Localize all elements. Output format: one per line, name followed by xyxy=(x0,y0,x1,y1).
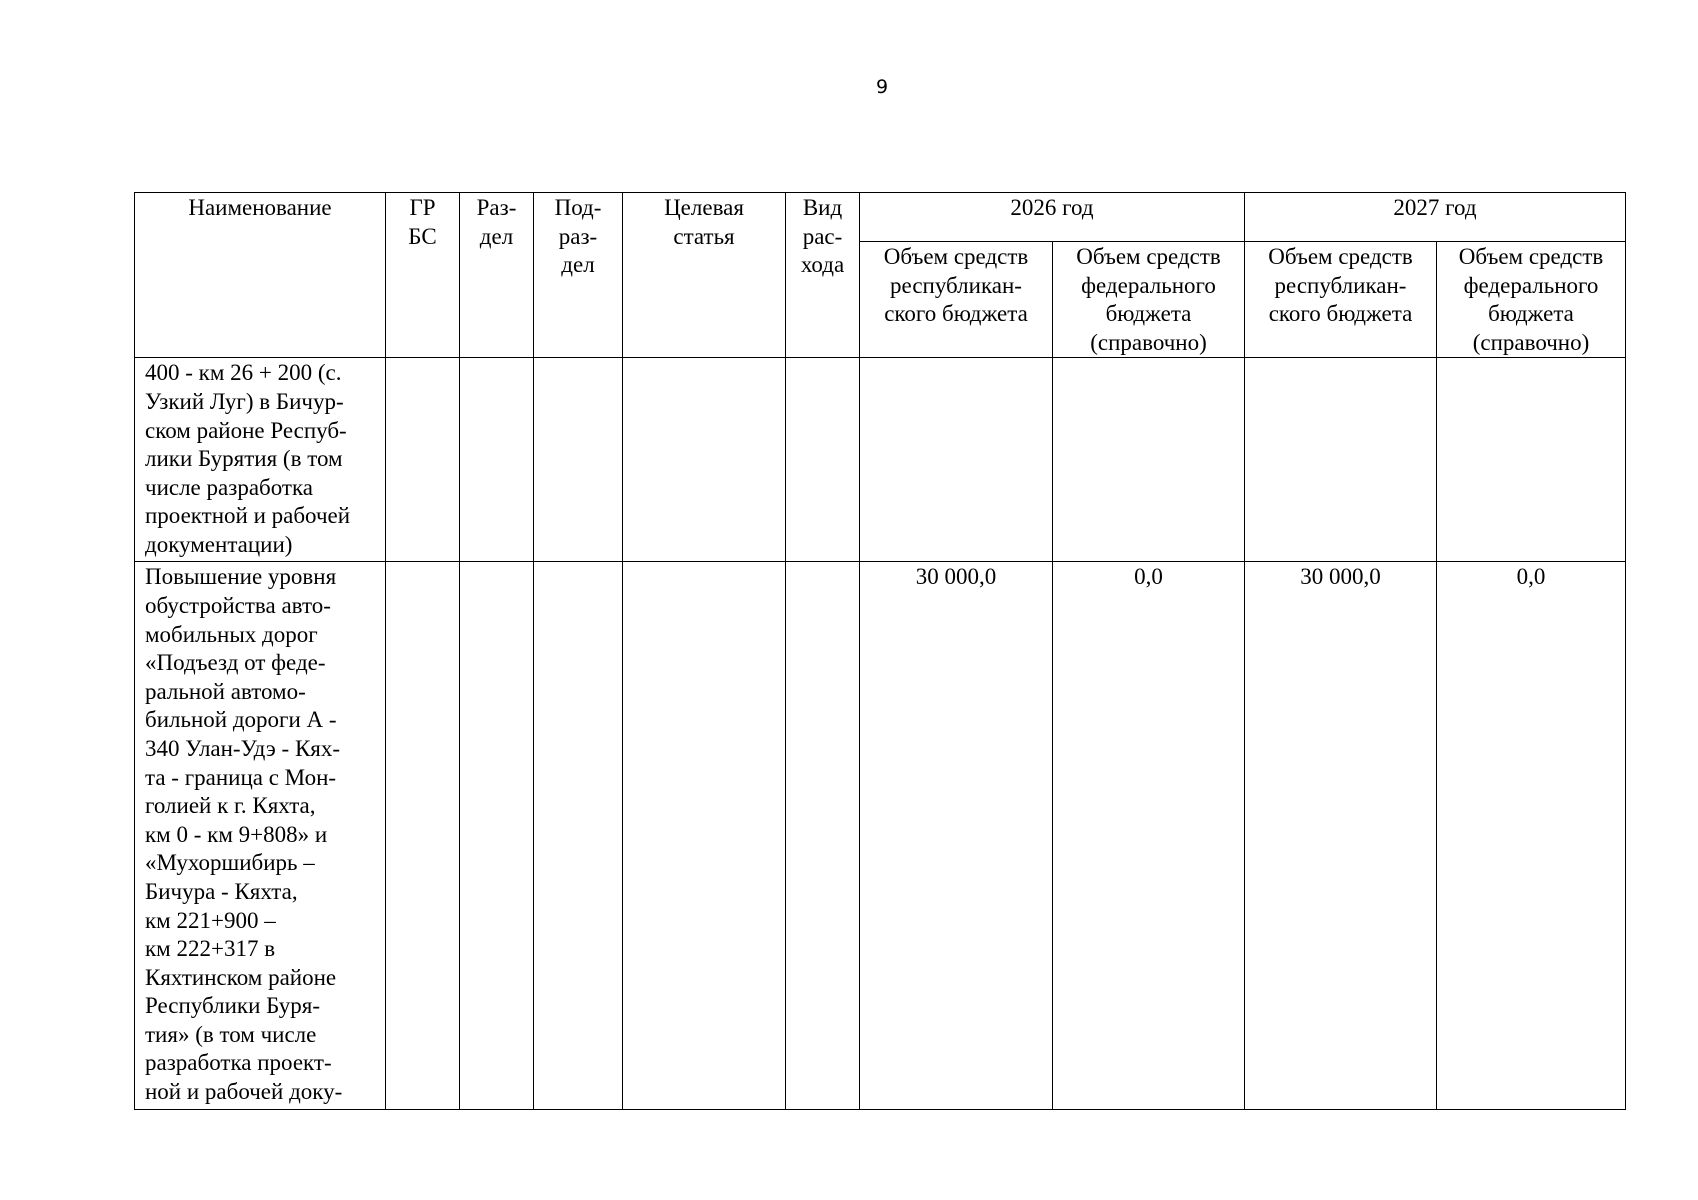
col-header-name: Наименование xyxy=(135,193,386,358)
col-header-razdel: Раз- дел xyxy=(460,193,534,358)
row-target xyxy=(623,358,786,562)
row-podrazdel xyxy=(534,562,623,1110)
col-header-grbs: ГР БС xyxy=(386,193,460,358)
page-number: 9 xyxy=(875,76,889,98)
row-name: 400 - км 26 + 200 (с. Узкий Луг) в Бичур- ском районе Респуб- лики Бурятия (в том числе разработка проектной и рабочей документации) xyxy=(135,358,386,562)
col-header-expense-type: Вид рас- хода xyxy=(786,193,860,358)
row-fed-2026 xyxy=(1053,358,1245,562)
header-row-1 xyxy=(135,193,1626,242)
row-name: Повышение уровня обустройства авто- мобильных дорог «Подъезд от феде- ральной автомо- бильной дороги А - 340 Улан-Удэ - Кях- та - граница с Мон- голией к г. Кяхта, км 0 - км 9+808» и «Мухоршибирь – Бичура - Кяхта, км 221+900 – км 222+317 в Кяхтинском районе Республики Буря- тия» (в том числе разработка проект- ной и рабочей доку- xyxy=(135,562,386,1110)
col-header-year-2026: 2026 год xyxy=(860,193,1245,242)
row-grbs xyxy=(386,358,460,562)
row-target xyxy=(623,562,786,1110)
row-grbs xyxy=(386,562,460,1110)
col-header-podrazdel: Под- раз- дел xyxy=(534,193,623,358)
col-header-rep-budget-2027: Объем средств республикан- ского бюджета xyxy=(1245,242,1437,358)
row-podrazdel xyxy=(534,358,623,562)
col-header-rep-budget-2026: Объем средств республикан- ского бюджета xyxy=(860,242,1053,358)
row-rep-2027: 30 000,0 xyxy=(1245,562,1437,1110)
row-razdel xyxy=(460,358,534,562)
budget-table xyxy=(134,192,1626,1110)
col-header-year-2027: 2027 год xyxy=(1245,193,1626,242)
row-fed-2026: 0,0 xyxy=(1053,562,1245,1110)
table-row xyxy=(135,358,1626,562)
row-razdel xyxy=(460,562,534,1110)
row-rep-2026: 30 000,0 xyxy=(860,562,1053,1110)
row-fed-2027 xyxy=(1437,358,1626,562)
row-rep-2027 xyxy=(1245,358,1437,562)
row-rep-2026 xyxy=(860,358,1053,562)
table-row xyxy=(135,562,1626,1110)
col-header-fed-budget-2027: Объем средств федерального бюджета (справочно) xyxy=(1437,242,1626,358)
row-expense-type xyxy=(786,562,860,1110)
row-expense-type xyxy=(786,358,860,562)
col-header-fed-budget-2026: Объем средств федерального бюджета (справочно) xyxy=(1053,242,1245,358)
row-fed-2027: 0,0 xyxy=(1437,562,1626,1110)
col-header-target: Целевая статья xyxy=(623,193,786,358)
